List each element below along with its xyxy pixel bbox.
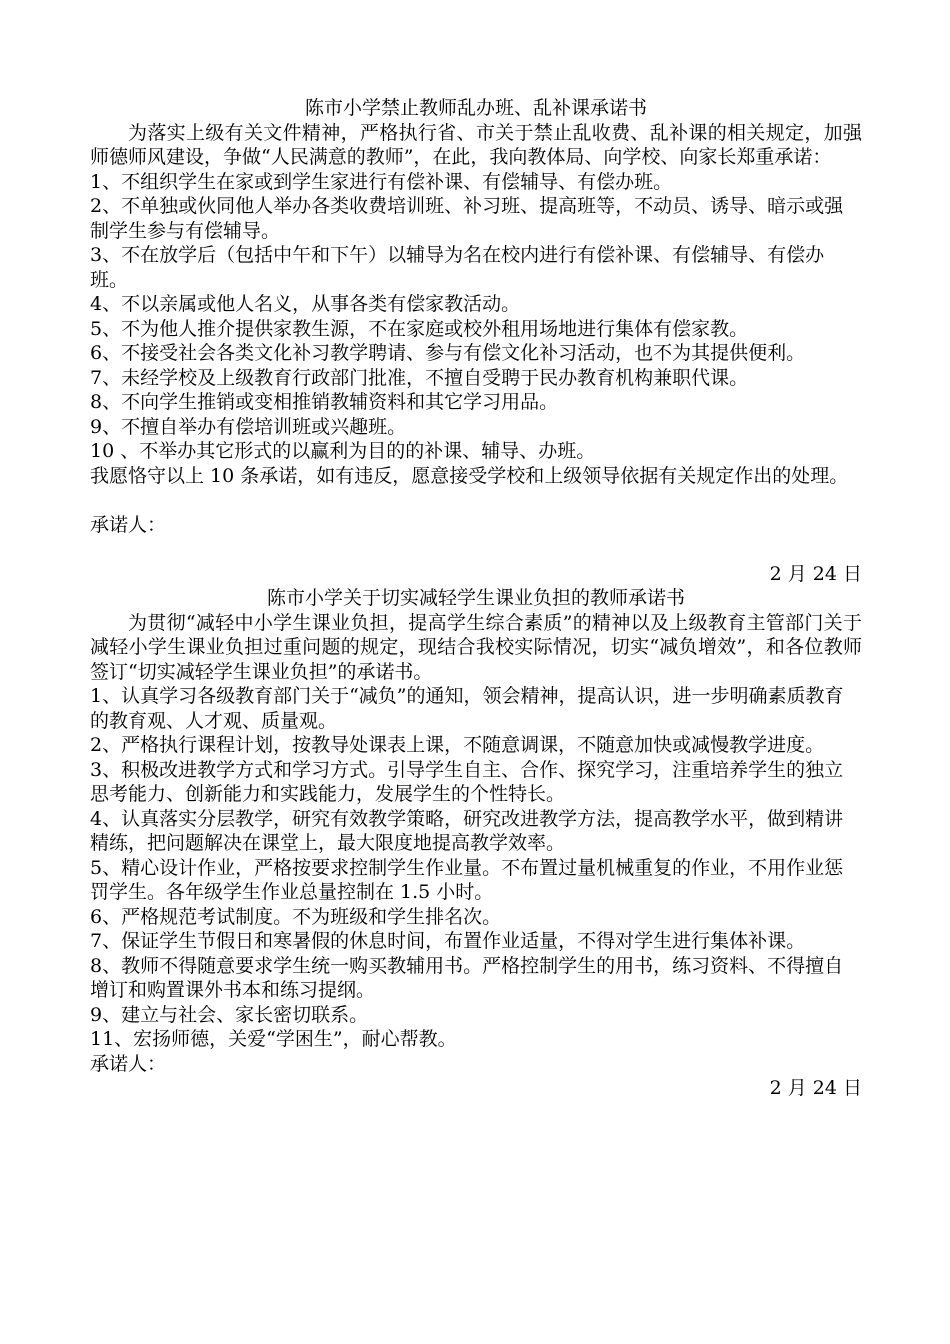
pledge-item: 2、严格执行课程计划，按教导处课表上课，不随意调课，不随意加快或减慢教学进度。 [90, 734, 825, 756]
spacer [90, 488, 862, 513]
pledge-item: 6、严格规范考试制度。不为班级和学生排名次。 [90, 905, 502, 928]
pledge-list [90, 170, 862, 464]
pledge-item: 8、不向学生推销或变相推销教辅资料和其它学习用品。 [90, 391, 559, 413]
pledge-reduce-homework-burden [90, 586, 862, 1101]
pledge-item: 4、不以亲属或他人名义，从事各类有偿家教活动。 [90, 293, 521, 315]
signer-label: 承诺人： [90, 1052, 167, 1075]
pledge-item: 4、认真落实分层教学，研究有效教学策略，研究改进教学方法，提高教学水平，做到精讲精练，把问题解决在课堂上，最大限度地提高教学效率。 [90, 807, 844, 854]
pledge-item: 8、教师不得随意要求学生统一购买教辅用书。严格控制学生的用书，练习资料、不得擅自增订和购置课外书本和练习提纲。 [90, 954, 844, 1001]
pledge-item: 1、不组织学生在家或到学生家进行有偿补课、有偿辅导、有偿办班。 [90, 170, 673, 193]
pledge-item: 5、不为他人推介提供家教生源，不在家庭或校外租用场地进行集体有偿家教。 [90, 317, 749, 340]
pledge-list [90, 684, 862, 1052]
pledge-item: 7、未经学校及上级教育行政部门批准，不擅自受聘于民办教育机构兼职代课。 [90, 366, 749, 389]
spacer [90, 537, 862, 562]
pledge-item: 6、不接受社会各类文化补习教学聘请、参与有偿文化补习活动，也不为其提供便利。 [90, 342, 806, 364]
pledge-item: 3、不在放学后（包括中午和下午）以辅导为名在校内进行有偿补课、有偿辅导、有偿办班。 [90, 244, 825, 291]
closing-paragraph: 我愿恪守以上 10 条承诺，如有违反，愿意接受学校和上级领导依据有关规定作出的处理。 [90, 464, 849, 487]
signer-label: 承诺人： [90, 513, 167, 536]
signature-date: 2 月 24 日 [769, 562, 862, 585]
pledge-item: 7、保证学生节假日和寒暑假的休息时间，布置作业适量，不得对学生进行集体补课。 [90, 930, 806, 952]
document-title: 陈市小学禁止教师乱办班、乱补课承诺书 [304, 97, 647, 119]
pledge-item: 2、不单独或伙同他人举办各类收费培训班、补习班、提高班等，不动员、诱导、暗示或强制学生参与有偿辅导。 [90, 195, 844, 242]
document-title: 陈市小学关于切实减轻学生课业负担的教师承诺书 [266, 587, 685, 609]
intro-paragraph: 为贯彻“减轻中小学生课业负担，提高学生综合素质”的精神以及上级教育主管部门关于减轻小学生课业负担过重问题的规定，现结合我校实际情况，切实“减负增效”，和各位教师签订“切实减轻学生课业负担”的承诺书。 [90, 611, 862, 683]
pledge-item: 9、建立与社会、家长密切联系。 [90, 1003, 369, 1026]
pledge-item: 5、精心设计作业，严格按要求控制学生作业量。不布置过量机械重复的作业，不用作业惩罚学生。各年级学生作业总量控制在 1.5 小时。 [90, 856, 844, 903]
pledge-item: 11、宏扬师德，关爱“学困生”，耐心帮教。 [90, 1028, 457, 1050]
signature-date: 2 月 24 日 [769, 1077, 862, 1099]
pledge-item: 10 、不举办其它形式的以赢利为目的的补课、辅导、办班。 [90, 440, 596, 462]
pledge-item: 9、不擅自举办有偿培训班或兴趣班。 [90, 415, 407, 438]
intro-paragraph: 为落实上级有关文件精神，严格执行省、市关于禁止乱收费、乱补课的相关规定，加强师德师风建设，争做“人民满意的教师”，在此，我向教体局、向学校、向家长郑重承诺： [90, 121, 862, 168]
document-page [90, 96, 862, 1101]
pledge-item: 1、认真学习各级教育部门关于“减负”的通知，领会精神，提高认识，进一步明确素质教育的教育观、人才观、质量观。 [90, 685, 844, 732]
pledge-item: 3、积极改进教学方式和学习方式。引导学生自主、合作、探究学习，注重培养学生的独立思考能力、创新能力和实践能力，发展学生的个性特长。 [90, 758, 844, 805]
pledge-no-paid-tutoring [90, 96, 862, 586]
